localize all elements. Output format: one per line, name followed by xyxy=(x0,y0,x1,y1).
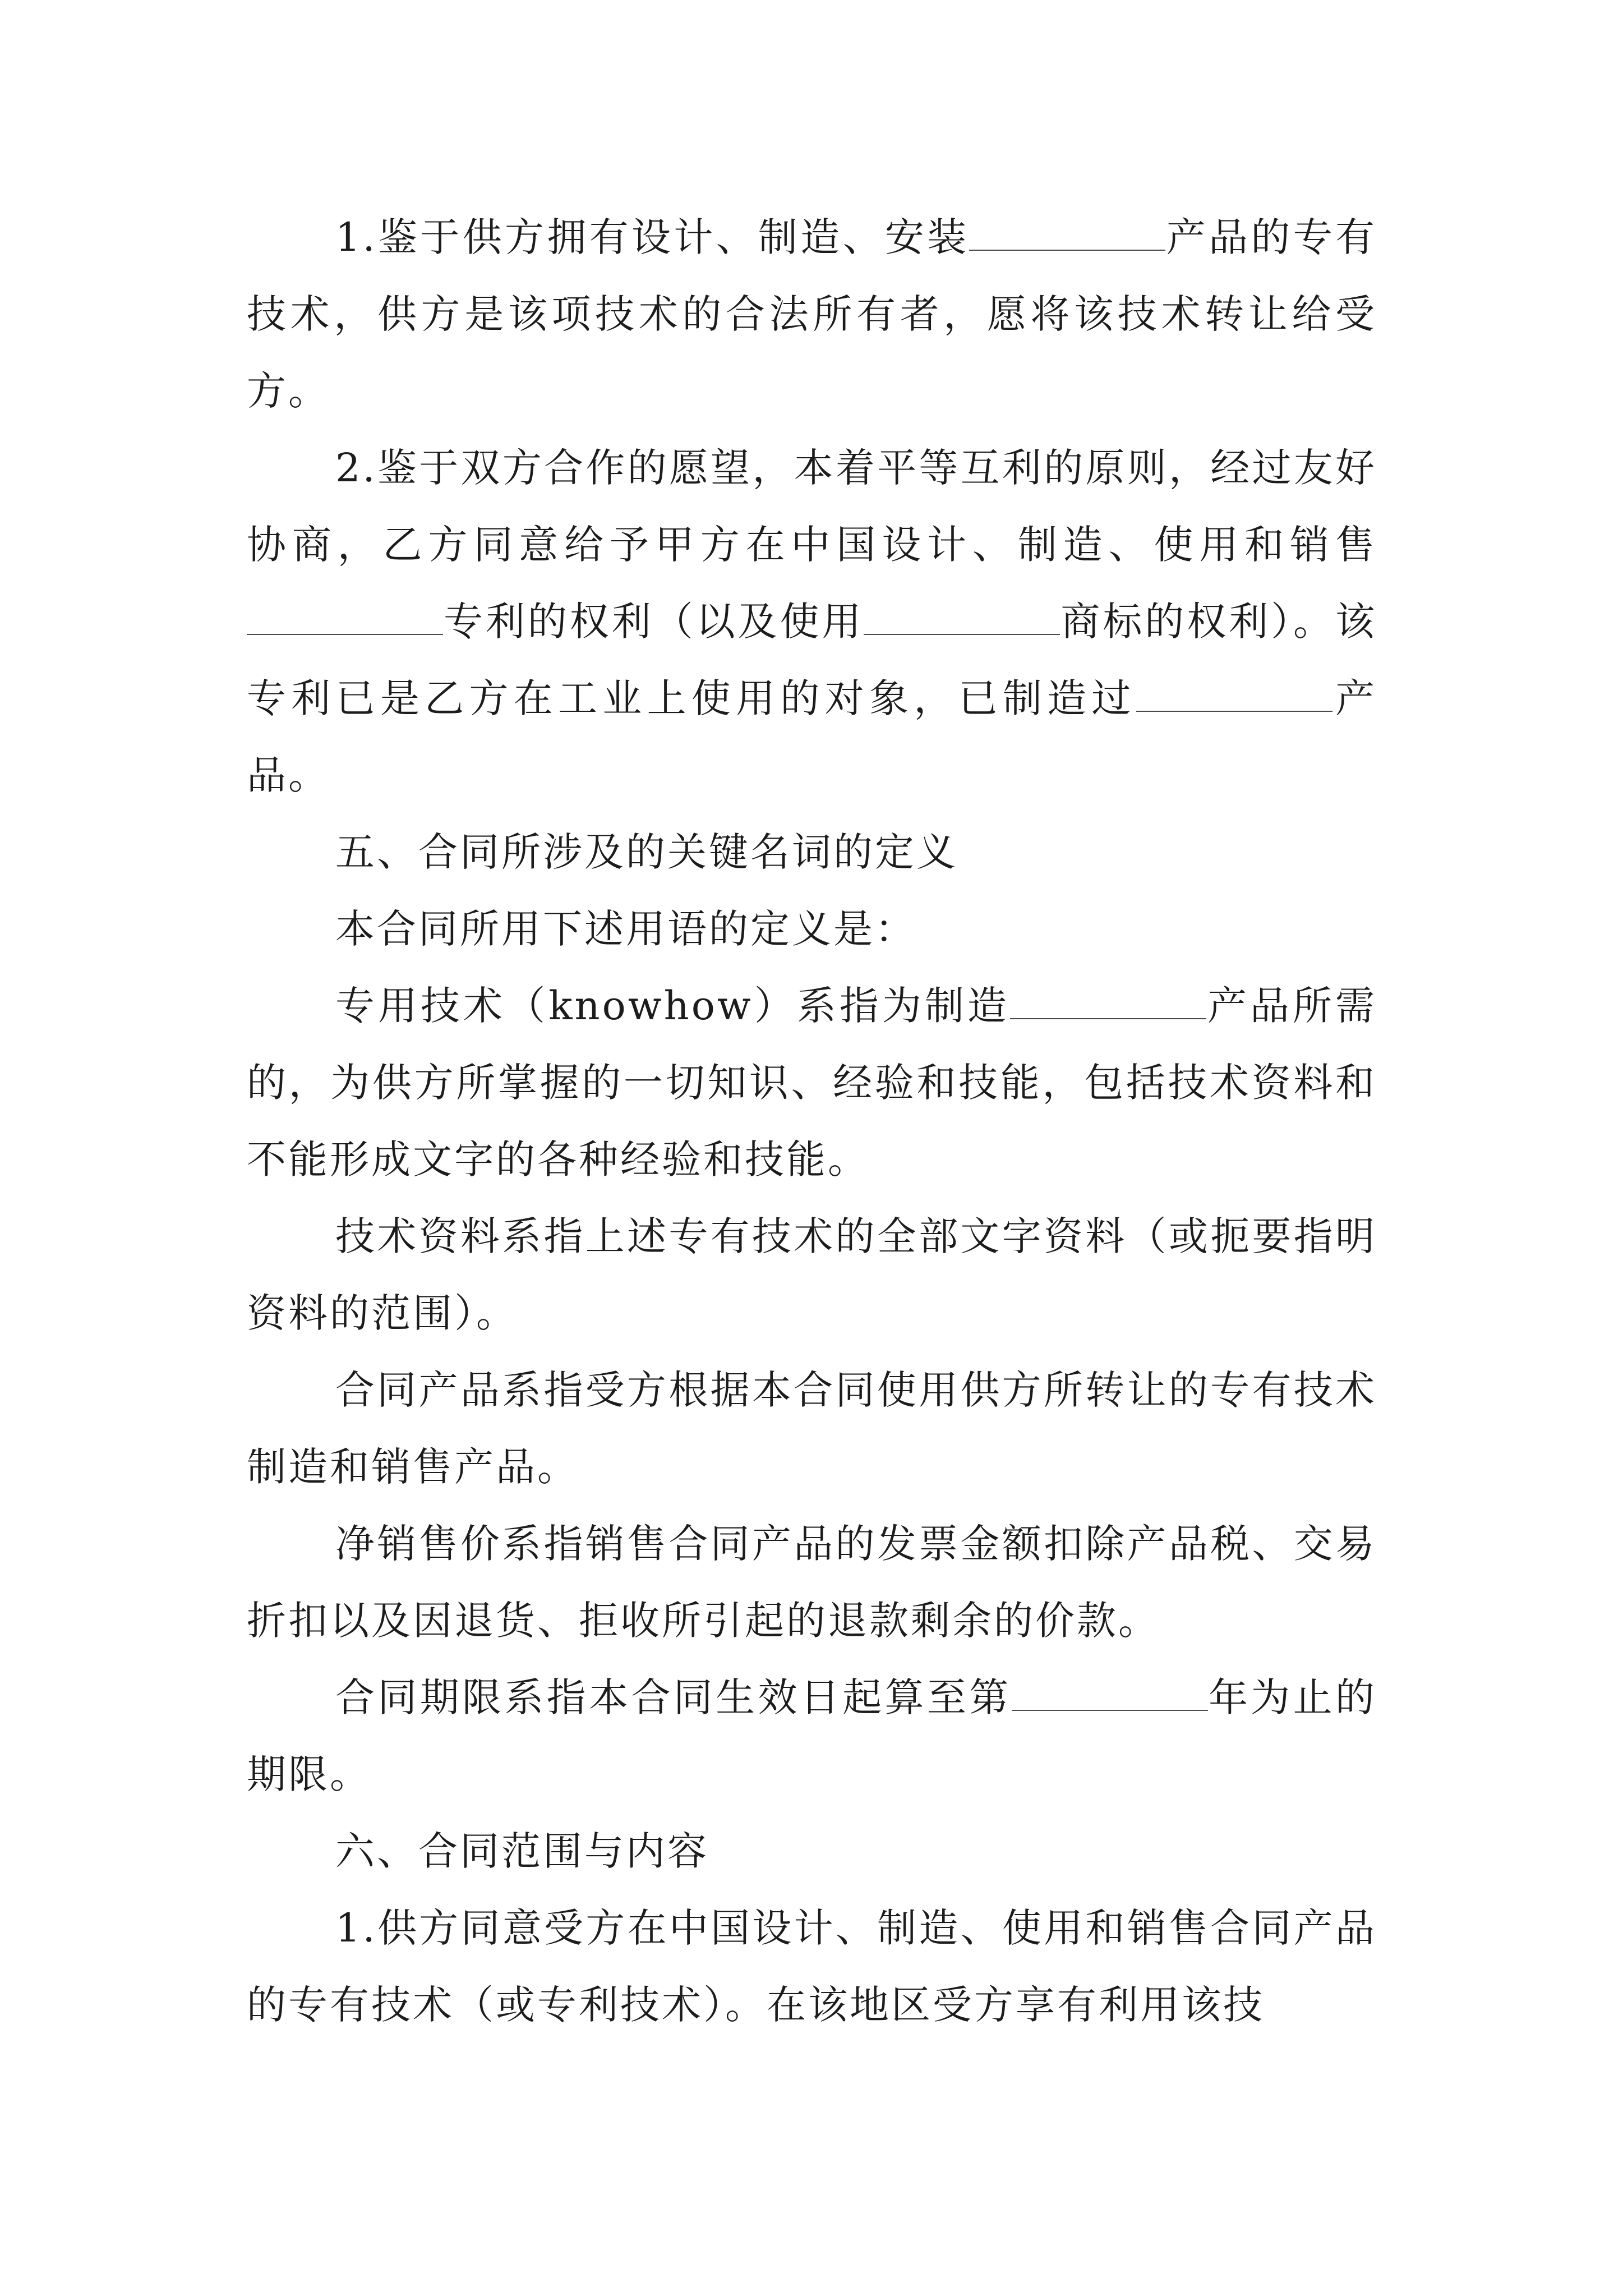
paragraph-p10 xyxy=(247,1813,1377,1890)
paragraph-text: 本合同所用下述用语的定义是： xyxy=(335,906,916,952)
fill-in-blank xyxy=(1136,677,1332,712)
paragraph-text: 净销售价系指销售合同产品的发票金额扣除产品税、交易折扣以及因退货、拒收所引起的退款剩余的价款。 xyxy=(247,1521,1377,1644)
paragraph-p11 xyxy=(247,1890,1377,2044)
paragraph-p4 xyxy=(247,891,1377,968)
paragraph-p8 xyxy=(247,1506,1377,1659)
paragraph-text: 五、合同所涉及的关键名词的定义 xyxy=(335,829,958,875)
paragraph-text: 2.鉴于双方合作的愿望，本着平等互利的原则，经过友好协商，乙方同意给予甲方在中国设计、制造、使用和销售 xyxy=(247,445,1377,568)
paragraph-text: 技术资料系指上述专有技术的全部文字资料（或扼要指明资料的范围）。 xyxy=(247,1213,1377,1336)
fill-in-blank xyxy=(969,216,1165,251)
paragraph-p6 xyxy=(247,1198,1377,1352)
paragraph-p9 xyxy=(247,1659,1377,1813)
paragraph-text: 合同期限系指本合同生效日起算至第 xyxy=(335,1674,1012,1720)
paragraph-text: 专利的权利（以及使用 xyxy=(443,599,864,645)
paragraph-text: 六、合同范围与内容 xyxy=(335,1828,709,1874)
paragraph-text: 1.供方同意受方在中国设计、制造、使用和销售合同产品的专有技术（或专利技术）。在该地区受方享有利用该技 xyxy=(247,1905,1377,2028)
paragraph-text: 产品。 xyxy=(247,675,1377,798)
fill-in-blank xyxy=(1012,1676,1208,1711)
paragraph-text: 产品所需的，为供方所掌握的一切知识、经验和技能，包括技术资料和不能形成文字的各种经验和技能。 xyxy=(247,983,1377,1182)
paragraph-text: 年为止的期限。 xyxy=(247,1674,1377,1797)
document-body xyxy=(247,199,1377,2044)
paragraph-text: 专用技术（knowhow）系指为制造 xyxy=(335,983,1010,1029)
paragraph-p3 xyxy=(247,814,1377,891)
paragraph-p7 xyxy=(247,1352,1377,1506)
paragraph-text: 合同产品系指受方根据本合同使用供方所转让的专有技术制造和销售产品。 xyxy=(247,1367,1377,1490)
fill-in-blank xyxy=(1010,984,1206,1019)
paragraph-p5 xyxy=(247,968,1377,1198)
paragraph-text: 商标的权利）。该专利已是乙方在工业上使用的对象，已制造过 xyxy=(247,599,1377,721)
paragraph-p2 xyxy=(247,430,1377,814)
fill-in-blank xyxy=(864,600,1060,635)
fill-in-blank xyxy=(247,600,443,635)
paragraph-p1 xyxy=(247,199,1377,430)
paragraph-text: 产品的专有技术，供方是该项技术的合法所有者，愿将该技术转让给受方。 xyxy=(247,214,1377,414)
paragraph-text: 1.鉴于供方拥有设计、制造、安装 xyxy=(335,214,970,260)
